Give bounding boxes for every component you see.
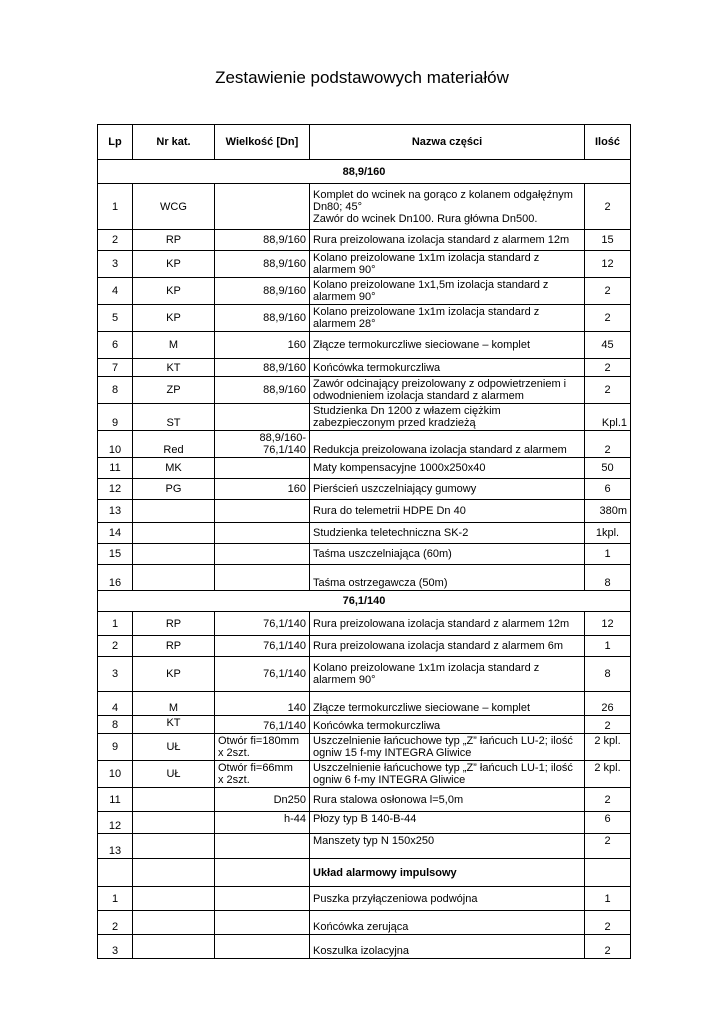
row-wielkosc: Dn250: [215, 788, 310, 812]
row-wielkosc: [215, 887, 310, 911]
row-ilosc: 8: [585, 657, 631, 692]
table-row: [98, 612, 631, 636]
table-row: [98, 692, 631, 716]
row-lp: 14: [98, 523, 133, 544]
row-lp: 1: [98, 184, 133, 230]
alarm-section-label: Układ alarmowy impulsowy: [310, 859, 585, 887]
table-row: [98, 935, 631, 959]
row-wielkosc: [215, 565, 310, 591]
row-nr-kat: KP: [133, 305, 215, 332]
table-row: [98, 184, 631, 230]
table-row: [98, 657, 631, 692]
row-lp: 11: [98, 458, 133, 479]
row-nazwa: Taśma uszczelniająca (60m): [310, 544, 585, 565]
row-wielkosc: 88,9/160: [215, 278, 310, 305]
row-lp: 10: [98, 431, 133, 458]
row-ilosc: 2: [585, 359, 631, 377]
row-ilosc: 8: [585, 565, 631, 591]
table-row: [98, 788, 631, 812]
table-row: [98, 911, 631, 935]
table-row: [98, 332, 631, 359]
row-nazwa: Rura preizolowana izolacja standard z alarmem 6m: [310, 636, 585, 657]
row-nr-kat: KT: [133, 359, 215, 377]
row-nr-kat: Red: [133, 431, 215, 458]
header-wielkosc: Wielkość [Dn]: [215, 125, 310, 160]
table-row: [98, 716, 631, 734]
materials-table: [97, 124, 631, 959]
row-nazwa: Manszety typ N 150x250: [310, 834, 585, 859]
row-nr-kat: M: [133, 332, 215, 359]
row-nr-kat: [133, 788, 215, 812]
row-lp: 9: [98, 404, 133, 431]
row-nr-kat: UŁ: [133, 761, 215, 788]
header-lp: Lp: [98, 125, 133, 160]
row-ilosc: 15: [585, 230, 631, 251]
row-nazwa: Uszczelnienie łańcuchowe typ „Z” łańcuch LU-1; ilość ogniw 6 f-my INTEGRA Gliwice: [310, 761, 585, 788]
row-wielkosc: 88,9/160- 76,1/140: [215, 431, 310, 458]
row-lp: 10: [98, 761, 133, 788]
row-lp: 13: [98, 834, 133, 859]
row-ilosc: 2: [585, 305, 631, 332]
row-wielkosc: 160: [215, 479, 310, 500]
table-row: [98, 404, 631, 431]
row-nazwa: Pierścień uszczelniający gumowy: [310, 479, 585, 500]
row-lp: 1: [98, 887, 133, 911]
row-lp: 2: [98, 230, 133, 251]
empty-cell: [585, 859, 631, 887]
table-row: [98, 278, 631, 305]
row-nr-kat: [133, 544, 215, 565]
row-wielkosc: 88,9/160: [215, 251, 310, 278]
row-nazwa: Końcówka termokurczliwa: [310, 716, 585, 734]
row-lp: 4: [98, 692, 133, 716]
table-row: [98, 458, 631, 479]
row-lp: 9: [98, 734, 133, 761]
header-nazwa: Nazwa części: [310, 125, 585, 160]
row-nazwa: Redukcja preizolowana izolacja standard z alarmem: [310, 431, 585, 458]
row-nazwa: Końcówka termokurczliwa: [310, 359, 585, 377]
row-nr-kat: ZP: [133, 377, 215, 404]
row-nazwa: Płozy typ B 140-B-44: [310, 812, 585, 834]
row-wielkosc: 76,1/140: [215, 636, 310, 657]
row-nr-kat: [133, 834, 215, 859]
row-lp: 3: [98, 935, 133, 959]
table-row: [98, 544, 631, 565]
row-nr-kat: [133, 565, 215, 591]
table-row: [98, 523, 631, 544]
row-nazwa: Złącze termokurczliwe sieciowane – komplet: [310, 332, 585, 359]
table-row: [98, 479, 631, 500]
alarm-section-row: [98, 859, 631, 887]
row-ilosc: 6: [585, 812, 631, 834]
row-lp: 3: [98, 251, 133, 278]
row-wielkosc: h-44: [215, 812, 310, 834]
row-nr-kat: [133, 911, 215, 935]
table-row: [98, 359, 631, 377]
row-nazwa: Taśma ostrzegawcza (50m): [310, 565, 585, 591]
row-nr-kat: MK: [133, 458, 215, 479]
row-ilosc: 1: [585, 544, 631, 565]
section-label: 76,1/140: [98, 591, 631, 612]
row-nr-kat: RP: [133, 612, 215, 636]
row-ilosc: 12: [585, 251, 631, 278]
row-ilosc: 2: [585, 911, 631, 935]
row-wielkosc: [215, 458, 310, 479]
row-nr-kat: [133, 935, 215, 959]
header-ilosc: Ilość: [585, 125, 631, 160]
row-nr-kat: WCG: [133, 184, 215, 230]
row-wielkosc: 140: [215, 692, 310, 716]
row-lp: 1: [98, 612, 133, 636]
row-wielkosc: [215, 523, 310, 544]
row-lp: 6: [98, 332, 133, 359]
row-nazwa: Koszulka izolacyjna: [310, 935, 585, 959]
row-nazwa: Kolano preizolowane 1x1m izolacja standard z alarmem 90°: [310, 657, 585, 692]
page-title: Zestawienie podstawowych materiałów: [215, 68, 509, 87]
row-wielkosc: [215, 911, 310, 935]
row-wielkosc: [215, 500, 310, 523]
row-nazwa: Maty kompensacyjne 1000x250x40: [310, 458, 585, 479]
table-header-row: [98, 125, 631, 160]
row-nazwa: Zawór odcinający preizolowany z odpowietrzeniem i odwodnieniem izolacja standard z alarmem: [310, 377, 585, 404]
row-wielkosc: 160: [215, 332, 310, 359]
row-wielkosc: 88,9/160: [215, 305, 310, 332]
row-lp: 11: [98, 788, 133, 812]
row-ilosc: 2: [585, 788, 631, 812]
row-ilosc: 1: [585, 887, 631, 911]
row-ilosc: 2: [585, 834, 631, 859]
table-row: [98, 636, 631, 657]
table-row: [98, 887, 631, 911]
table-row: [98, 812, 631, 834]
row-ilosc: 2: [585, 184, 631, 230]
row-wielkosc: [215, 184, 310, 230]
row-lp: 12: [98, 812, 133, 834]
row-ilosc: 45: [585, 332, 631, 359]
row-ilosc: 380m: [585, 500, 631, 523]
row-nazwa: Uszczelnienie łańcuchowe typ „Z” łańcuch LU-2; ilość ogniw 15 f-my INTEGRA Gliwice: [310, 734, 585, 761]
row-wielkosc: Otwór fi=66mm x 2szt.: [215, 761, 310, 788]
row-nr-kat: [133, 887, 215, 911]
row-lp: 15: [98, 544, 133, 565]
row-ilosc: 2 kpl.: [585, 761, 631, 788]
row-wielkosc: 76,1/140: [215, 612, 310, 636]
row-nazwa: Komplet do wcinek na gorąco z kolanem odgałęźnym Dn80; 45° Zawór do wcinek Dn100. Rura główna Dn500.: [310, 184, 585, 230]
row-ilosc: 2: [585, 278, 631, 305]
row-nr-kat: KP: [133, 278, 215, 305]
section-header-row: [98, 160, 631, 184]
row-nr-kat: M: [133, 692, 215, 716]
row-nr-kat: KP: [133, 657, 215, 692]
row-wielkosc: [215, 935, 310, 959]
table-row: [98, 377, 631, 404]
row-lp: 5: [98, 305, 133, 332]
row-ilosc: 2: [585, 431, 631, 458]
row-ilosc: 2: [585, 716, 631, 734]
row-nazwa: Rura do telemetrii HDPE Dn 40: [310, 500, 585, 523]
row-lp: 12: [98, 479, 133, 500]
row-nr-kat: KT: [133, 716, 215, 734]
row-wielkosc: 88,9/160: [215, 359, 310, 377]
row-wielkosc: 88,9/160: [215, 230, 310, 251]
empty-cell: [133, 859, 215, 887]
row-nazwa: Studzienka Dn 1200 z włazem ciężkim zabezpieczonym przed kradzieżą: [310, 404, 585, 431]
table-row: [98, 500, 631, 523]
table-row: [98, 251, 631, 278]
row-nazwa: Rura stalowa osłonowa l=5,0m: [310, 788, 585, 812]
row-wielkosc: 88,9/160: [215, 377, 310, 404]
row-ilosc: 6: [585, 479, 631, 500]
row-lp: 2: [98, 911, 133, 935]
row-nr-kat: UŁ: [133, 734, 215, 761]
empty-cell: [215, 859, 310, 887]
table-row: [98, 761, 631, 788]
section-label: 88,9/160: [98, 160, 631, 184]
row-wielkosc: 76,1/140: [215, 716, 310, 734]
row-wielkosc: [215, 404, 310, 431]
row-lp: 7: [98, 359, 133, 377]
row-nazwa: Studzienka teletechniczna SK-2: [310, 523, 585, 544]
empty-cell: [98, 859, 133, 887]
row-nr-kat: [133, 500, 215, 523]
row-ilosc: 1kpl.: [585, 523, 631, 544]
row-nazwa: Końcówka zerująca: [310, 911, 585, 935]
row-lp: 16: [98, 565, 133, 591]
row-nazwa: Złącze termokurczliwe sieciowane – komplet: [310, 692, 585, 716]
row-nazwa: Rura preizolowana izolacja standard z alarmem 12m: [310, 230, 585, 251]
row-lp: 3: [98, 657, 133, 692]
table-row: [98, 834, 631, 859]
row-wielkosc: 76,1/140: [215, 657, 310, 692]
row-lp: 8: [98, 716, 133, 734]
table-row: [98, 734, 631, 761]
row-ilosc: 1: [585, 636, 631, 657]
row-nr-kat: PG: [133, 479, 215, 500]
row-nr-kat: [133, 812, 215, 834]
row-lp: 8: [98, 377, 133, 404]
row-wielkosc: [215, 544, 310, 565]
row-ilosc: 2: [585, 377, 631, 404]
row-nazwa: Kolano preizolowane 1x1,5m izolacja standard z alarmem 90°: [310, 278, 585, 305]
row-nr-kat: RP: [133, 636, 215, 657]
row-ilosc: 2 kpl.: [585, 734, 631, 761]
row-ilosc: 2: [585, 935, 631, 959]
row-nazwa: Kolano preizolowane 1x1m izolacja standard z alarmem 28°: [310, 305, 585, 332]
row-lp: 13: [98, 500, 133, 523]
row-lp: 4: [98, 278, 133, 305]
row-nazwa: Rura preizolowana izolacja standard z alarmem 12m: [310, 612, 585, 636]
row-ilosc: 50: [585, 458, 631, 479]
header-nr-kat: Nr kat.: [133, 125, 215, 160]
row-nr-kat: ST: [133, 404, 215, 431]
row-nr-kat: [133, 523, 215, 544]
row-lp: 2: [98, 636, 133, 657]
table-row: [98, 431, 631, 458]
table-row: [98, 565, 631, 591]
row-nazwa: Kolano preizolowane 1x1m izolacja standard z alarmem 90°: [310, 251, 585, 278]
row-nr-kat: KP: [133, 251, 215, 278]
table-row: [98, 305, 631, 332]
row-nr-kat: RP: [133, 230, 215, 251]
section-header-row: [98, 591, 631, 612]
row-wielkosc: [215, 834, 310, 859]
row-ilosc: 12: [585, 612, 631, 636]
row-wielkosc: Otwór fi=180mm x 2szt.: [215, 734, 310, 761]
row-ilosc: 26: [585, 692, 631, 716]
row-ilosc: Kpl.1: [585, 404, 631, 431]
table-row: [98, 230, 631, 251]
row-nazwa: Puszka przyłączeniowa podwójna: [310, 887, 585, 911]
